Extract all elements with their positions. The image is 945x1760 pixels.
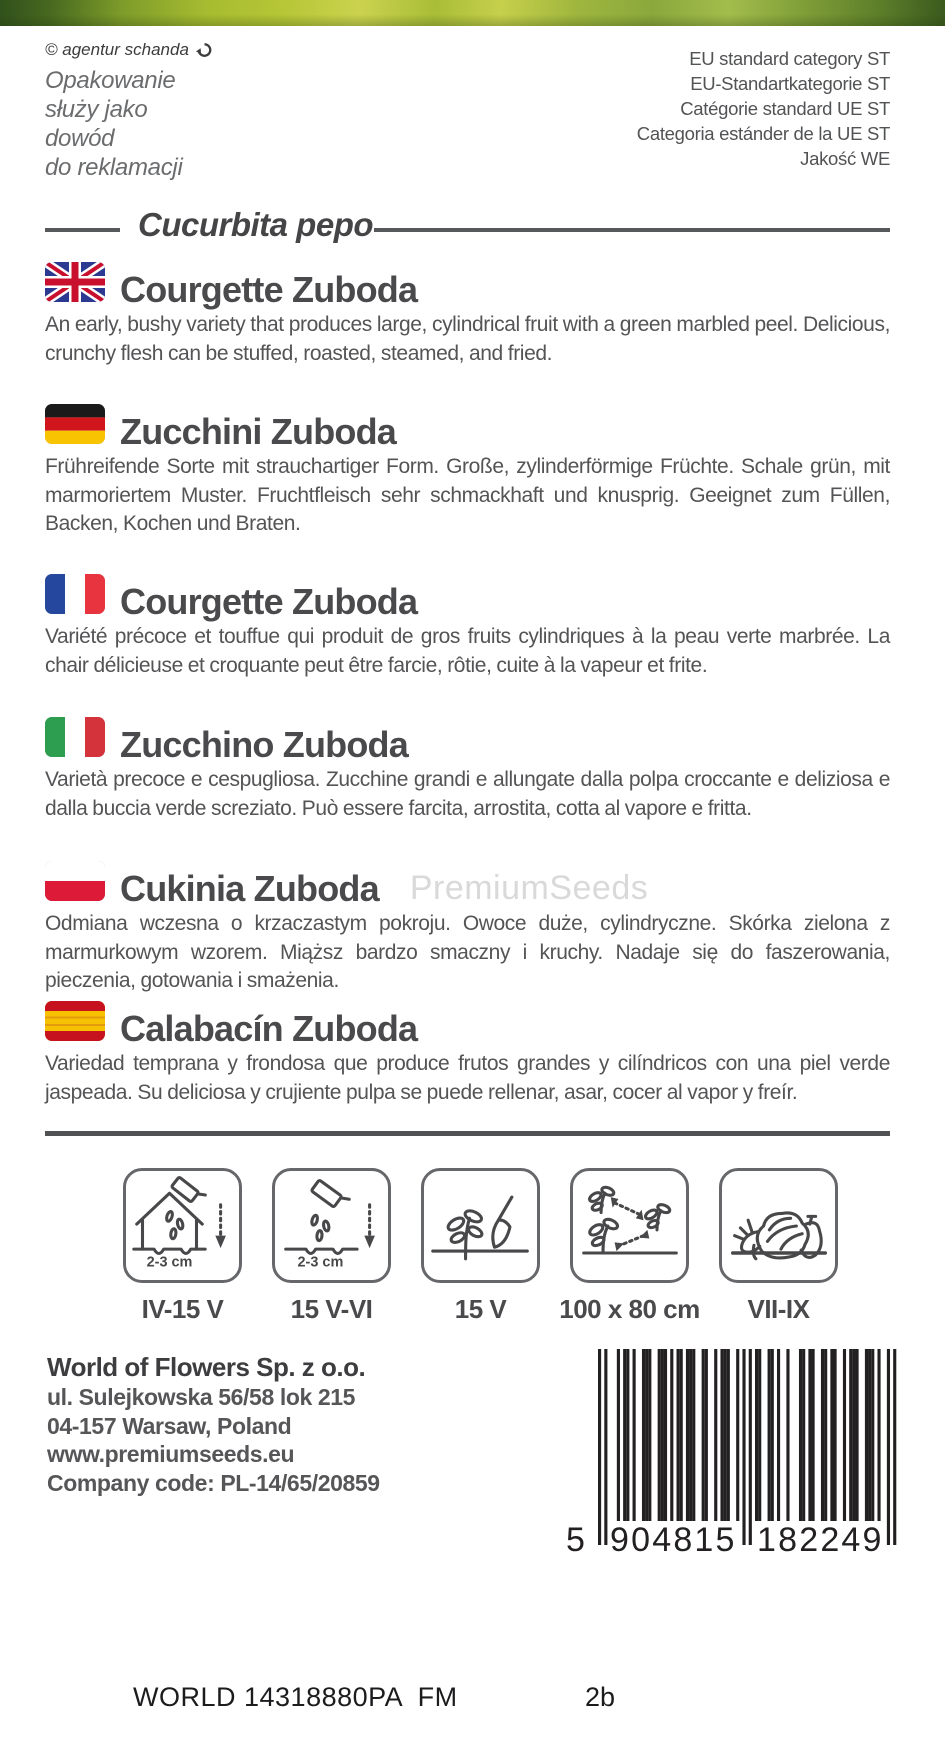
sowing-period-caption: IV-15 V <box>141 1294 224 1324</box>
variety-description: An early, bushy variety that produces large, cylindrical fruit with a green marbled peel. Delicious, crunchy flesh can be stuffed, roasted, steamed, and fried. <box>45 313 890 365</box>
producer-address-line: 04-157 Warsaw, Poland <box>47 1412 292 1439</box>
section-header <box>45 404 890 452</box>
variety-title: Zucchini Zuboda <box>120 411 396 452</box>
transplant-icon <box>421 1168 540 1283</box>
transplant-period-caption: 15 V <box>454 1294 507 1324</box>
section-header <box>45 717 890 765</box>
flag-germany-icon <box>45 404 105 444</box>
sowing-period-caption: 15 V-VI <box>290 1294 373 1324</box>
eu-category-line: EU standard category ST <box>689 48 890 69</box>
sowing-depth-label: 2-3 cm <box>297 1254 343 1270</box>
flag-spain-icon <box>45 1001 105 1041</box>
section-divider <box>45 1131 890 1136</box>
cultivation-step-transplant <box>421 1168 540 1325</box>
recycle-icon <box>195 42 214 58</box>
cultivation-icons-row <box>123 1168 838 1325</box>
section-header <box>45 574 890 622</box>
zucchini-photo-strip <box>0 0 945 26</box>
variety-title: Cukinia Zuboda <box>120 868 379 909</box>
variety-description: Varietà precoce e cespugliosa. Zucchine grandi e allungate dalla polpa croccante e deliziosa e dalla buccia verde screziato. Può essere farcita, arrostita, cotta al vapore e fritta. <box>45 768 890 820</box>
packaging-claim <box>45 66 183 182</box>
flag-united-kingdom-icon <box>45 262 105 302</box>
cultivation-step-harvest <box>719 1168 838 1325</box>
section-spanish <box>45 1001 890 1107</box>
variety-description: Variedad temprana y frondosa que produce frutos grandes y cilíndricos con una piel verde jaspeada. Su deliciosa y crujiente pulpa se puede rellenar, asar, cocer al vapor y freír. <box>45 1052 890 1104</box>
species-rule-left <box>45 228 120 232</box>
claim-line: do reklamacji <box>45 154 183 181</box>
harvest-icon <box>719 1168 838 1283</box>
sowing-depth-label: 2-3 cm <box>146 1254 192 1270</box>
cultivation-step-spacing <box>559 1168 700 1325</box>
sow-outdoors-icon <box>272 1168 391 1283</box>
eu-category-block <box>637 46 890 171</box>
plant-spacing-icon <box>570 1168 689 1283</box>
variety-title: Zucchino Zuboda <box>120 724 408 765</box>
plant-spacing-caption: 100 x 80 cm <box>559 1294 700 1324</box>
producer-website: www.premiumseeds.eu <box>47 1441 295 1467</box>
section-italian <box>45 717 890 823</box>
variety-description: Odmiana wczesna o krzaczastym pokroju. Owoce duże, cylindryczne. Skórka zielona z marmurkowym wzorem. Miąższ bardzo smaczny i kruchy. Nadaje się do faszerowania, pieczenia, gotowania i smażenia. <box>45 912 890 992</box>
eu-category-line: Catégorie standard UE ST <box>680 98 890 119</box>
section-polish <box>45 861 890 996</box>
harvest-period-caption: VII-IX <box>747 1294 810 1324</box>
producer-address-line: ul. Sulejkowska 56/58 lok 215 <box>47 1384 356 1410</box>
batch-code: 2b <box>585 1682 616 1712</box>
section-header <box>45 1001 890 1049</box>
section-german <box>45 404 890 539</box>
variety-title: Calabacín Zuboda <box>120 1008 418 1049</box>
claim-line: dowód <box>45 125 115 152</box>
claim-line: służy jako <box>45 96 148 123</box>
barcode-bars <box>566 1349 911 1549</box>
flag-poland-icon <box>45 861 105 901</box>
producer-company-code: Company code: PL-14/65/20859 <box>47 1469 380 1496</box>
section-english <box>45 262 890 368</box>
copyright-line <box>45 40 214 60</box>
species-rule-right <box>374 228 890 232</box>
variety-title: Courgette Zuboda <box>120 269 418 310</box>
producer-block <box>47 1352 380 1497</box>
eu-category-line: Jakość WE <box>800 148 890 169</box>
copyright-text: © agentur schanda <box>45 40 189 59</box>
variety-title: Courgette Zuboda <box>120 581 418 622</box>
barcode-digits-left: 904815 <box>610 1521 737 1559</box>
species-name: Cucurbita pepo <box>138 206 374 243</box>
section-french <box>45 574 890 680</box>
claim-line: Opakowanie <box>45 67 176 94</box>
eu-category-line: EU-Standartkategorie ST <box>690 73 890 94</box>
flag-italy-icon <box>45 717 105 757</box>
variety-description: Frühreifende Sorte mit strauchartiger Form. Große, zylinderförmige Früchte. Schale grün, mit marmoriertem Muster. Fruchtfleisch sehr schmackhaft und knusprig. Geeignet zum Füllen, Backen, Kochen und Braten. <box>45 455 890 535</box>
barcode-digit-lead: 5 <box>566 1521 585 1559</box>
cultivation-step-sow-under-cover <box>123 1168 242 1325</box>
flag-france-icon <box>45 574 105 614</box>
section-header <box>45 262 890 310</box>
cultivation-step-sow-outdoors <box>272 1168 391 1325</box>
variety-description: Variété précoce et touffue qui produit de gros fruits cylindriques à la peau verte marbrée. La chair délicieuse et croquante peut être farcie, rôtie, cuite à la vapeur et frite. <box>45 625 890 677</box>
premiumseeds-watermark: PremiumSeeds <box>409 869 649 907</box>
barcode-digits-right: 182249 <box>757 1521 884 1559</box>
producer-name: World of Flowers Sp. z o.o. <box>47 1352 366 1382</box>
sow-under-cover-icon <box>123 1168 242 1283</box>
eu-category-line: Categoria estánder de la UE ST <box>636 123 890 144</box>
section-header <box>45 861 890 909</box>
print-code: WORLD 14318880PA FM <box>133 1682 458 1712</box>
ean13-barcode <box>566 1349 911 1569</box>
